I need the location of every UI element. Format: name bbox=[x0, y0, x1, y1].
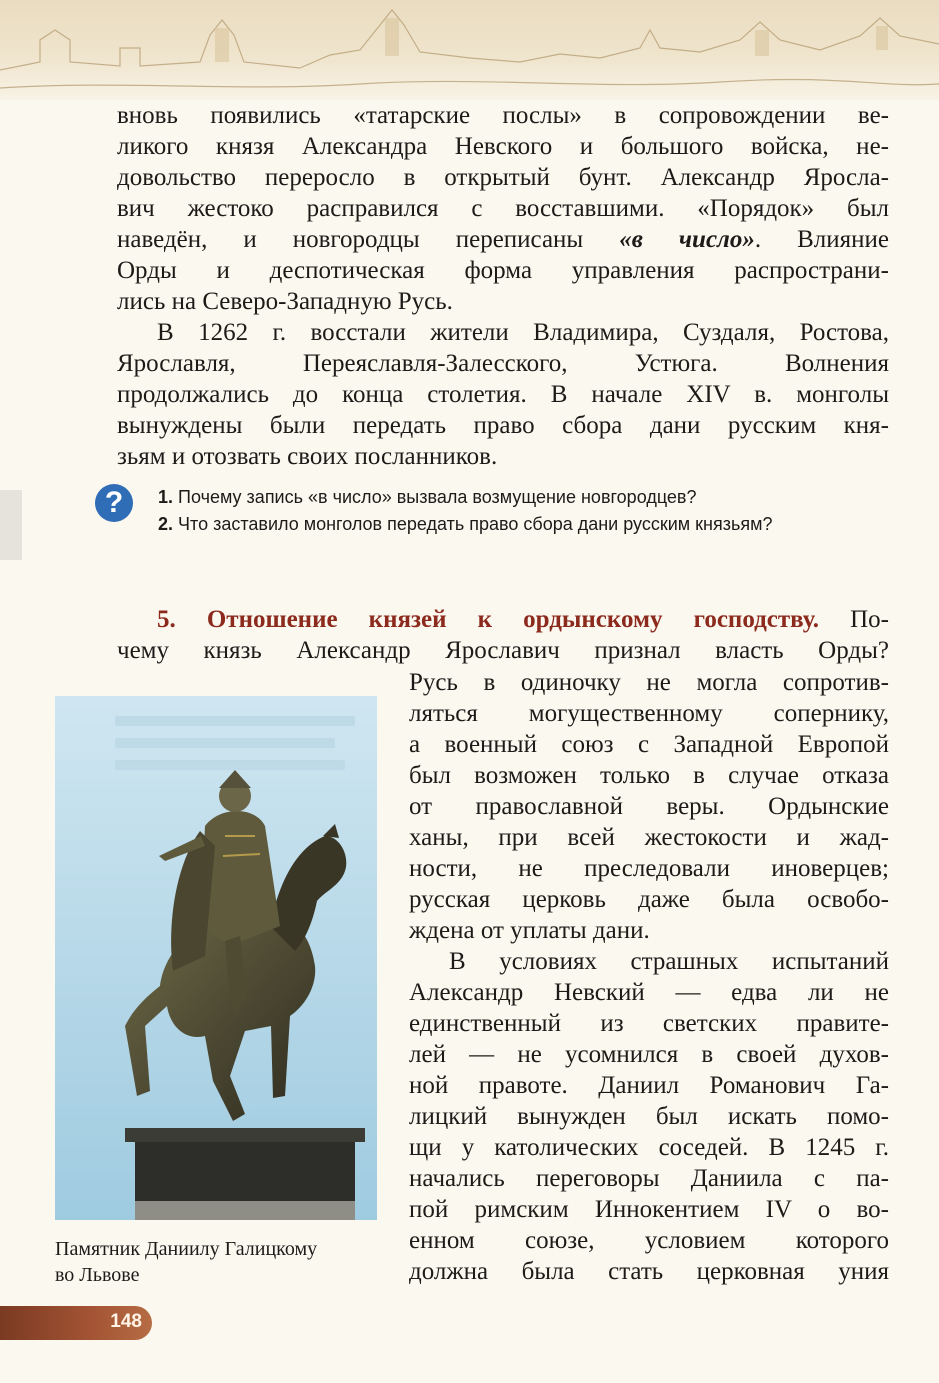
statue-photo bbox=[55, 696, 377, 1220]
intro-paragraph bbox=[117, 100, 889, 317]
text-segment: наведён, и новгородцы переписаны bbox=[117, 226, 584, 253]
section-title: 5. Отношение князей к ордынскому господству. bbox=[157, 606, 820, 633]
question-mark-icon: ? bbox=[95, 484, 133, 522]
photo-caption bbox=[55, 1236, 385, 1288]
text-line: вич жестоко расправился с восставшими. «Порядок» был bbox=[117, 195, 889, 222]
text-line: довольство переросло в открытый бунт. Александр Яросла- bbox=[117, 164, 889, 191]
text-line: ликого князя Александра Невского и большого войска, не- bbox=[117, 133, 889, 160]
text-line: от православной веры. Ордынские bbox=[409, 793, 889, 820]
caption-line: во Львове bbox=[55, 1264, 140, 1286]
question-number: 2. bbox=[158, 514, 174, 534]
question-item bbox=[158, 511, 888, 538]
question-item bbox=[158, 484, 888, 511]
text-line: ляться могущественному сопернику, bbox=[409, 700, 889, 727]
text-line: единственный из светских правите- bbox=[409, 1010, 889, 1037]
lead-text: По- bbox=[819, 606, 889, 633]
text-line: пой римским Иннокентием IV о во- bbox=[409, 1196, 889, 1223]
text-line: ности, не преследовали иноверцев; bbox=[409, 855, 889, 882]
heading-line bbox=[117, 604, 889, 635]
question-number: 1. bbox=[158, 487, 174, 507]
text-line: должна была стать церковная уния bbox=[409, 1258, 889, 1285]
text-line: а военный союз с Западной Европой bbox=[409, 731, 889, 758]
text-line: Александр Невский — едва ли не bbox=[409, 979, 889, 1006]
text-line: русская церковь даже была освобо- bbox=[409, 886, 889, 913]
text-line: лись на Северо-Западную Русь. bbox=[117, 288, 453, 315]
review-questions bbox=[158, 484, 888, 538]
text-line: лицкий вынужден был искать помо- bbox=[409, 1103, 889, 1130]
text-line-with-italic bbox=[117, 224, 889, 255]
equestrian-statue-icon bbox=[55, 696, 377, 1220]
section-5-paragraph-1 bbox=[409, 667, 889, 946]
margin-tab-strip bbox=[0, 490, 22, 560]
text-line: начались переговоры Даниила с па- bbox=[409, 1165, 889, 1192]
decorative-header-band bbox=[0, 0, 939, 100]
text-line: Орды и деспотическая форма управления распространи- bbox=[117, 257, 889, 284]
text-line: вновь появились «татарские послы» в сопровождении ве- bbox=[117, 102, 889, 129]
page-number: 148 bbox=[110, 1311, 142, 1332]
question-text: Что заставило монголов передать право сбора дани русским князьям? bbox=[178, 514, 773, 534]
italic-term: «в число» bbox=[619, 226, 755, 253]
lead-line: чему князь Александр Ярославич признал власть Орды? bbox=[117, 637, 889, 664]
text-line: ханы, при всей жестокости и жад- bbox=[409, 824, 889, 851]
text-segment: . Влияние bbox=[754, 226, 890, 253]
section-5-paragraph-2 bbox=[409, 946, 889, 1287]
page-number-tab bbox=[0, 1306, 152, 1340]
text-line: щи у католических соседей. В 1245 г. bbox=[409, 1134, 889, 1161]
caption-line: Памятник Даниилу Галицкому bbox=[55, 1238, 318, 1260]
text-line: Русь в одиночку не могла сопротив- bbox=[409, 669, 889, 696]
text-line: ной правоте. Даниил Романович Га- bbox=[409, 1072, 889, 1099]
text-line: был возможен только в случае отказа bbox=[409, 762, 889, 789]
text-line: В условиях страшных испытаний bbox=[449, 948, 889, 975]
text-line: енном союзе, условием которого bbox=[409, 1227, 889, 1254]
text-line: вынуждены были передать право сбора дани русским кня- bbox=[117, 412, 889, 439]
text-line: Ярославля, Переяславля-Залесского, Устюга. Волнения bbox=[117, 350, 889, 377]
paragraph-1262 bbox=[117, 317, 889, 472]
text-line: ждена от уплаты дани. bbox=[409, 917, 650, 944]
question-text: Почему запись «в число» вызвала возмущение новгородцев? bbox=[178, 487, 697, 507]
text-line: зьям и отозвать своих посланников. bbox=[117, 443, 498, 470]
text-line: продолжались до конца столетия. В начале XIV в. монголы bbox=[117, 381, 889, 408]
section-5-heading bbox=[117, 604, 889, 666]
text-line: В 1262 г. восстали жители Владимира, Суздаля, Ростова, bbox=[157, 319, 889, 346]
old-town-engraving-icon bbox=[0, 0, 939, 100]
text-line: лей — не усомнился в своей духов- bbox=[409, 1041, 889, 1068]
